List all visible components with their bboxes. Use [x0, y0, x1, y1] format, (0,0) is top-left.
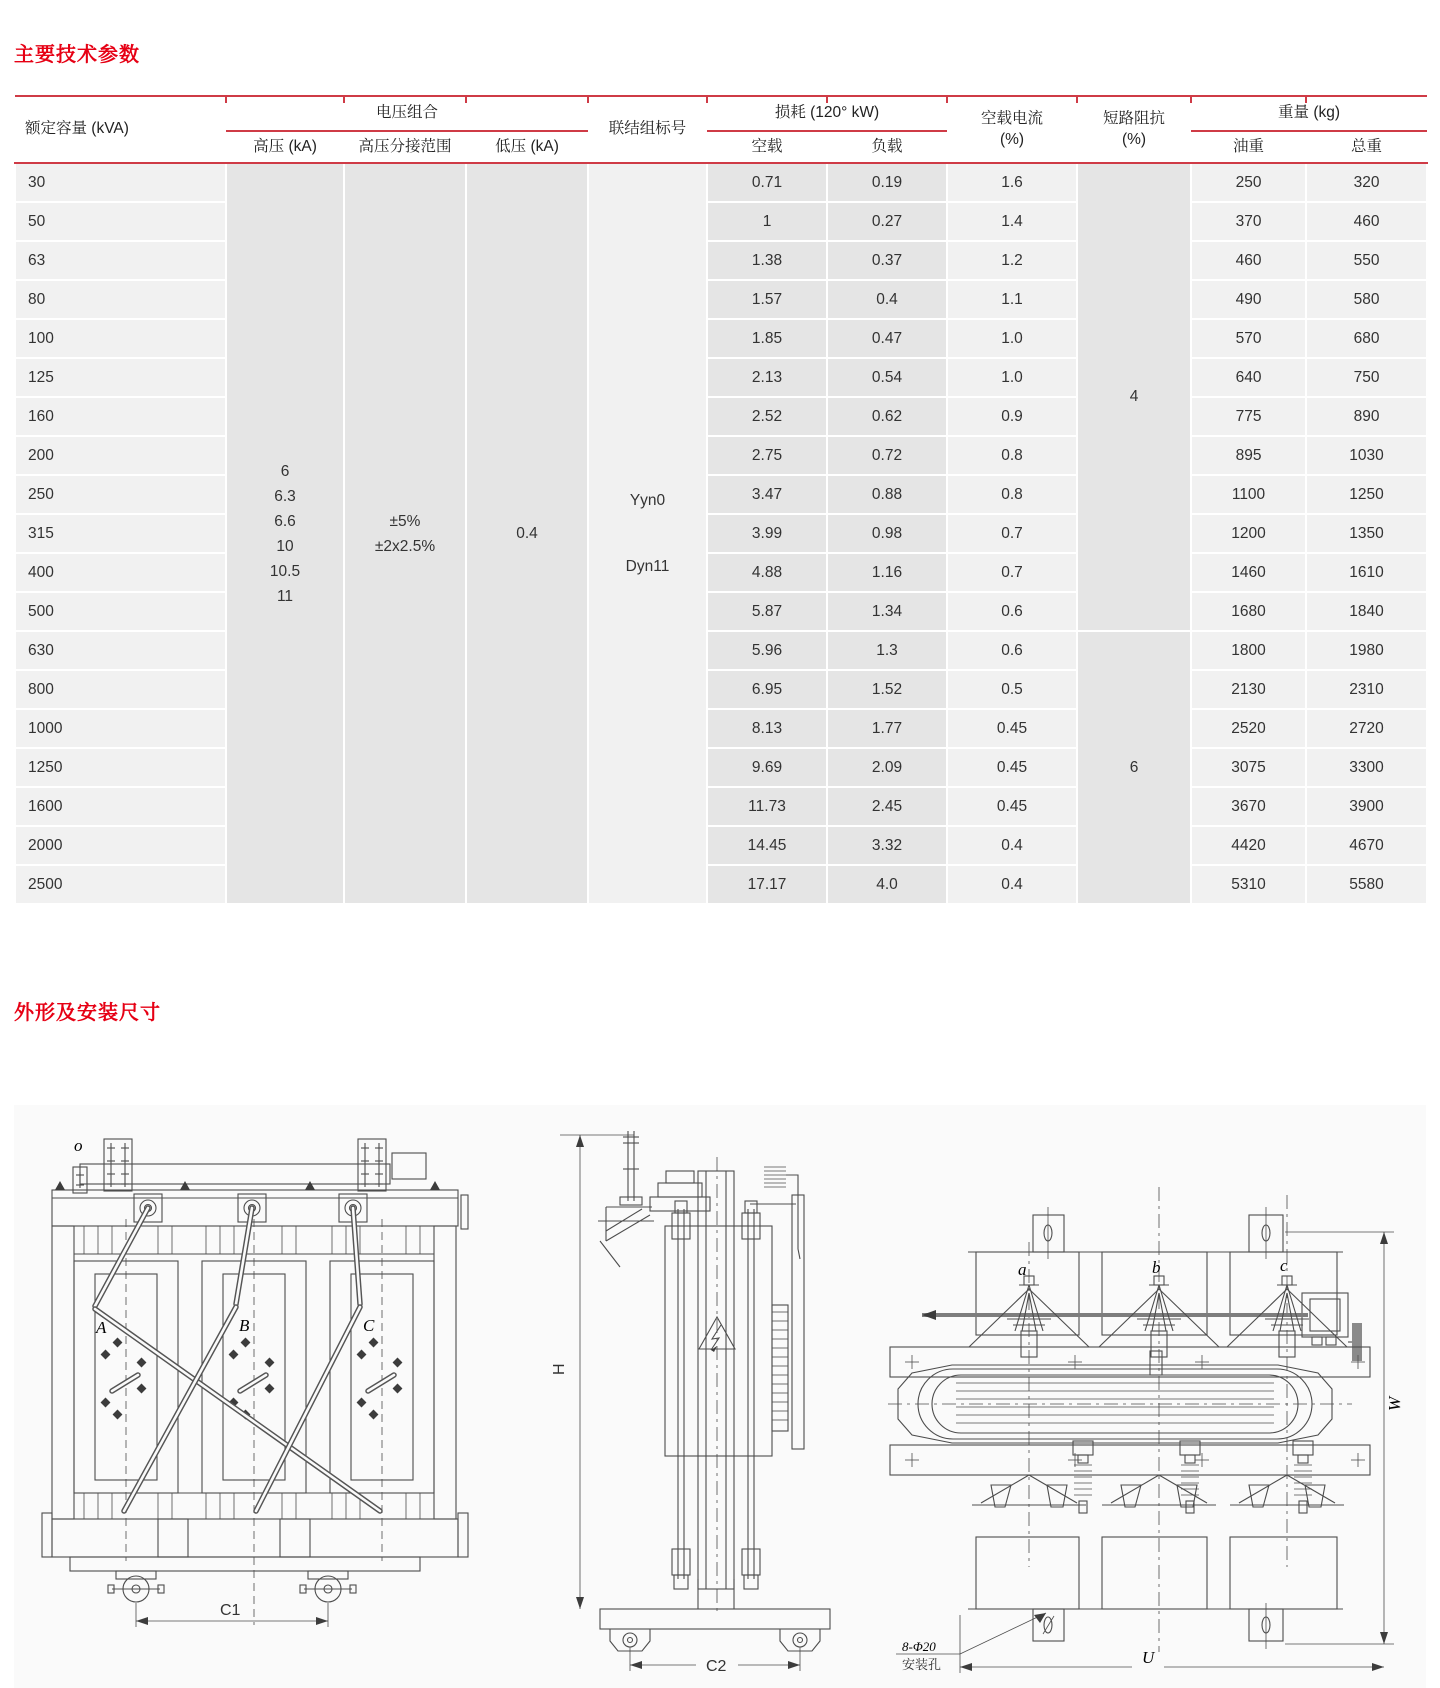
column-tick [587, 95, 589, 103]
cell-total-weight: 1030 [1306, 436, 1427, 475]
cell-load-loss: 0.54 [827, 358, 947, 397]
label-c1-dimension: C1 [220, 1602, 241, 1619]
cell-oil-weight: 895 [1191, 436, 1306, 475]
cell-oil-weight: 1100 [1191, 475, 1306, 514]
header-impedance-line2: (%) [1121, 130, 1147, 148]
cell-capacity: 50 [15, 202, 226, 241]
cell-no-load-current: 0.8 [947, 475, 1077, 514]
label-u-dimension: U [1142, 1648, 1155, 1667]
cell-load-loss: 2.09 [827, 748, 947, 787]
cell-capacity: 80 [15, 280, 226, 319]
cell-load-loss: 2.45 [827, 787, 947, 826]
cell-capacity: 125 [15, 358, 226, 397]
column-tick [465, 95, 467, 103]
column-tick [225, 95, 227, 103]
cell-capacity: 400 [15, 553, 226, 592]
cell-capacity: 250 [15, 475, 226, 514]
cell-capacity: 1000 [15, 709, 226, 748]
column-tick [946, 95, 948, 103]
drawings-panel [14, 1105, 1426, 1688]
cell-load-loss: 1.77 [827, 709, 947, 748]
cell-impedance-merged: 6 [1077, 631, 1191, 904]
cell-load-loss: 0.27 [827, 202, 947, 241]
cell-total-weight: 2720 [1306, 709, 1427, 748]
cell-total-weight: 5580 [1306, 865, 1427, 904]
cell-no-load-loss: 2.75 [707, 436, 827, 475]
label-phase-c: C [363, 1316, 375, 1335]
cell-total-weight: 890 [1306, 397, 1427, 436]
cell-hv-merged: 6 6.3 6.6 10 10.5 11 [226, 163, 344, 904]
cell-oil-weight: 370 [1191, 202, 1306, 241]
label-phase-a: A [96, 1318, 107, 1337]
cell-oil-weight: 3075 [1191, 748, 1306, 787]
cell-no-load-loss: 3.99 [707, 514, 827, 553]
cell-no-load-current: 0.5 [947, 670, 1077, 709]
cell-no-load-current: 0.45 [947, 748, 1077, 787]
cell-load-loss: 0.72 [827, 436, 947, 475]
cell-no-load-current: 0.45 [947, 709, 1077, 748]
cell-oil-weight: 2520 [1191, 709, 1306, 748]
cell-no-load-loss: 17.17 [707, 865, 827, 904]
cell-oil-weight: 570 [1191, 319, 1306, 358]
table-row [15, 163, 1427, 202]
header-no-load-current-line1: 空载电流 [981, 110, 1044, 128]
cell-total-weight: 1980 [1306, 631, 1427, 670]
cell-total-weight: 1610 [1306, 553, 1427, 592]
header-no-load-loss: 空载 [707, 131, 827, 163]
cell-no-load-current: 0.45 [947, 787, 1077, 826]
cell-total-weight: 3900 [1306, 787, 1427, 826]
cell-capacity: 30 [15, 163, 226, 202]
cell-oil-weight: 490 [1191, 280, 1306, 319]
cell-load-loss: 0.4 [827, 280, 947, 319]
header-impedance-line1: 短路阻抗 [1103, 110, 1166, 128]
column-tick [1190, 95, 1192, 103]
cell-oil-weight: 460 [1191, 241, 1306, 280]
table-header [15, 96, 1427, 163]
label-terminal-a: a [1018, 1260, 1027, 1279]
table-body [15, 163, 1427, 904]
header-oil-weight: 油重 [1191, 131, 1306, 163]
cell-capacity: 630 [15, 631, 226, 670]
header-lv: 低压 (kA) [466, 131, 588, 163]
header-capacity: 额定容量 (kVA) [15, 96, 226, 163]
cell-total-weight: 1840 [1306, 592, 1427, 631]
header-impedance [1077, 96, 1191, 163]
label-terminal-b: b [1152, 1258, 1161, 1277]
label-mounting-holes-text: 安装孔 [902, 1657, 942, 1672]
cell-oil-weight: 1680 [1191, 592, 1306, 631]
side-view-drawing [500, 1109, 840, 1681]
cell-no-load-current: 1.2 [947, 241, 1077, 280]
cell-capacity: 315 [15, 514, 226, 553]
header-hv: 高压 (kA) [226, 131, 344, 163]
cell-load-loss: 0.37 [827, 241, 947, 280]
specs-table [14, 95, 1428, 905]
label-mounting-holes-spec: 8-Φ20 [902, 1639, 936, 1654]
header-no-load-current [947, 96, 1077, 163]
label-o: o [74, 1136, 83, 1155]
cell-no-load-loss: 4.88 [707, 553, 827, 592]
specs-table-wrap [14, 95, 1426, 905]
cell-no-load-current: 1.0 [947, 358, 1077, 397]
header-no-load-current-line2: (%) [999, 130, 1025, 148]
cell-no-load-current: 0.7 [947, 514, 1077, 553]
cell-no-load-current: 1.4 [947, 202, 1077, 241]
cell-capacity: 63 [15, 241, 226, 280]
cell-load-loss: 1.3 [827, 631, 947, 670]
cell-no-load-current: 0.6 [947, 592, 1077, 631]
cell-load-loss: 0.19 [827, 163, 947, 202]
cell-oil-weight: 1460 [1191, 553, 1306, 592]
header-loss-group: 损耗 (120° kW) [707, 96, 947, 131]
cell-capacity: 100 [15, 319, 226, 358]
cell-oil-weight: 4420 [1191, 826, 1306, 865]
front-view-drawing [40, 1111, 472, 1659]
cell-load-loss: 0.98 [827, 514, 947, 553]
cell-capacity: 160 [15, 397, 226, 436]
cell-capacity: 200 [15, 436, 226, 475]
cell-capacity: 2500 [15, 865, 226, 904]
cell-capacity: 500 [15, 592, 226, 631]
header-load-loss: 负载 [827, 131, 947, 163]
header-total-weight: 总重 [1306, 131, 1427, 163]
cell-oil-weight: 250 [1191, 163, 1306, 202]
header-vector-group: 联结组标号 [588, 96, 707, 163]
cell-oil-weight: 1800 [1191, 631, 1306, 670]
top-view-drawing [860, 1107, 1426, 1685]
cell-no-load-loss: 2.52 [707, 397, 827, 436]
cell-no-load-loss: 11.73 [707, 787, 827, 826]
cell-capacity: 800 [15, 670, 226, 709]
cell-oil-weight: 2130 [1191, 670, 1306, 709]
cell-hv-tap-merged: ±5% ±2x2.5% [344, 163, 466, 904]
cell-oil-weight: 5310 [1191, 865, 1306, 904]
cell-no-load-current: 0.4 [947, 826, 1077, 865]
cell-load-loss: 0.62 [827, 397, 947, 436]
cell-no-load-current: 0.6 [947, 631, 1077, 670]
cell-total-weight: 460 [1306, 202, 1427, 241]
cell-no-load-current: 0.7 [947, 553, 1077, 592]
cell-oil-weight: 775 [1191, 397, 1306, 436]
section-title-specs: 主要技术参数 [14, 44, 140, 66]
label-c2-dimension: C2 [706, 1658, 727, 1675]
cell-load-loss: 0.88 [827, 475, 947, 514]
cell-no-load-loss: 14.45 [707, 826, 827, 865]
label-h-dimension: H [551, 1363, 568, 1375]
cell-load-loss: 1.34 [827, 592, 947, 631]
cell-load-loss: 3.32 [827, 826, 947, 865]
cell-oil-weight: 1200 [1191, 514, 1306, 553]
cell-lv-merged: 0.4 [466, 163, 588, 904]
header-hv-tap: 高压分接范围 [344, 131, 466, 163]
cell-no-load-loss: 1.85 [707, 319, 827, 358]
header-weight-group: 重量 (kg) [1191, 96, 1427, 131]
cell-total-weight: 320 [1306, 163, 1427, 202]
cell-total-weight: 580 [1306, 280, 1427, 319]
cell-no-load-loss: 1.57 [707, 280, 827, 319]
cell-load-loss: 1.16 [827, 553, 947, 592]
cell-no-load-loss: 9.69 [707, 748, 827, 787]
cell-no-load-current: 1.1 [947, 280, 1077, 319]
cell-load-loss: 0.47 [827, 319, 947, 358]
cell-total-weight: 2310 [1306, 670, 1427, 709]
cell-no-load-current: 0.9 [947, 397, 1077, 436]
cell-capacity: 2000 [15, 826, 226, 865]
cell-total-weight: 4670 [1306, 826, 1427, 865]
cell-no-load-loss: 6.95 [707, 670, 827, 709]
cell-no-load-current: 0.4 [947, 865, 1077, 904]
cell-impedance-merged: 4 [1077, 163, 1191, 631]
cell-total-weight: 1350 [1306, 514, 1427, 553]
cell-no-load-loss: 3.47 [707, 475, 827, 514]
cell-total-weight: 680 [1306, 319, 1427, 358]
cell-no-load-loss: 5.96 [707, 631, 827, 670]
cell-no-load-current: 1.6 [947, 163, 1077, 202]
label-w-dimension: W [1385, 1396, 1404, 1411]
column-tick [826, 95, 828, 103]
column-tick [1305, 95, 1307, 103]
column-tick [706, 95, 708, 103]
label-terminal-c: c [1280, 1256, 1288, 1275]
cell-oil-weight: 3670 [1191, 787, 1306, 826]
cell-total-weight: 1250 [1306, 475, 1427, 514]
cell-no-load-loss: 0.71 [707, 163, 827, 202]
cell-total-weight: 750 [1306, 358, 1427, 397]
cell-no-load-current: 0.8 [947, 436, 1077, 475]
cell-load-loss: 1.52 [827, 670, 947, 709]
cell-oil-weight: 640 [1191, 358, 1306, 397]
cell-no-load-current: 1.0 [947, 319, 1077, 358]
cell-capacity: 1600 [15, 787, 226, 826]
column-tick [343, 95, 345, 103]
cell-total-weight: 550 [1306, 241, 1427, 280]
label-phase-b: B [239, 1316, 250, 1335]
cell-no-load-loss: 1.38 [707, 241, 827, 280]
cell-vector-merged: Yyn0 Dyn11 [588, 163, 707, 904]
header-voltage-group: 电压组合 [226, 96, 588, 131]
cell-no-load-loss: 2.13 [707, 358, 827, 397]
cell-no-load-loss: 1 [707, 202, 827, 241]
column-tick [1076, 95, 1078, 103]
cell-total-weight: 3300 [1306, 748, 1427, 787]
section-title-dimensions: 外形及安装尺寸 [14, 1002, 161, 1024]
cell-capacity: 1250 [15, 748, 226, 787]
cell-no-load-loss: 8.13 [707, 709, 827, 748]
cell-no-load-loss: 5.87 [707, 592, 827, 631]
cell-load-loss: 4.0 [827, 865, 947, 904]
